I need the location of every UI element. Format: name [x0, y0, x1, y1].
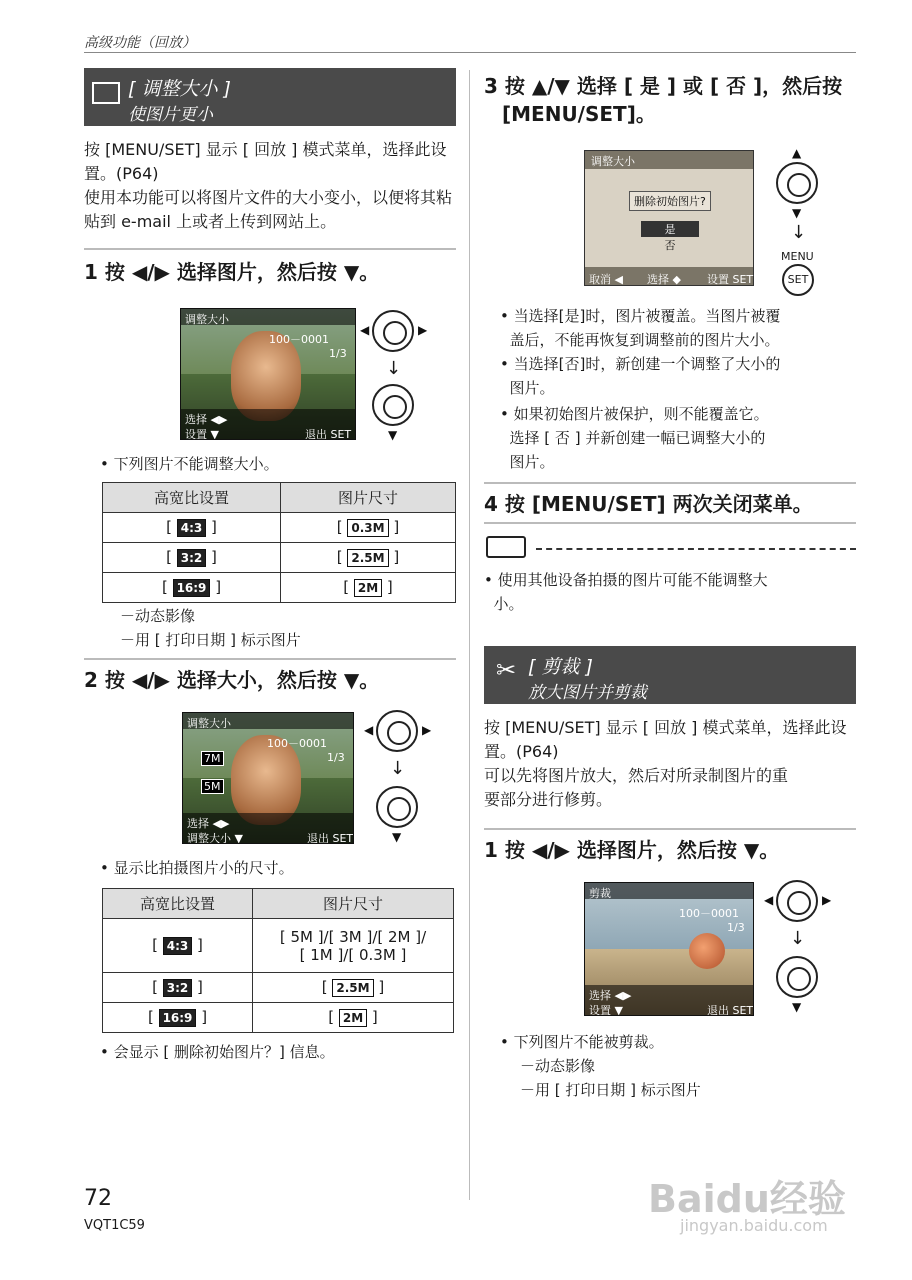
cursor-pad-left-right-icon: [376, 710, 418, 752]
baidu-watermark-logo: Baidu经验: [648, 1177, 846, 1221]
delete-question: 删除初始图片?: [629, 191, 711, 211]
no-option: 否: [664, 239, 676, 252]
table-header: 图片尺寸: [281, 483, 456, 513]
up-arrow-icon: ▲: [792, 146, 802, 160]
resize-section-band: [84, 68, 456, 126]
resize-bullet: • 如果初始图片被保护，则不能覆盖它。: [500, 405, 769, 423]
set-button-icon: SET: [782, 264, 814, 296]
resize-step-3-line-1: 3 按 ▲/▼ 选择 [ 是 ] 或 [ 否 ]，然后按: [484, 74, 843, 98]
table-header: 图片尺寸: [253, 889, 454, 919]
resize-step-2: 2 按 ◀/▶ 选择大小，然后按 ▼。: [84, 668, 380, 692]
screen-title: 调整大小: [187, 717, 231, 730]
screen-count: 1/3: [329, 347, 347, 360]
screen-select: 选择 ◀▶: [185, 413, 228, 426]
column-divider: [469, 70, 470, 1200]
separator: [84, 248, 456, 250]
resize-step-3-line-2: [MENU/SET]。: [502, 102, 656, 126]
resize-bullet: 盖后，不能再恢复到调整前的图片大小。: [500, 331, 780, 349]
down-flow-arrow-icon: ↓: [390, 758, 406, 779]
resize-exception-2: －用 [ 打印日期 ] 标示图片: [120, 631, 301, 649]
screen-file: 100－0001: [679, 907, 739, 920]
resize-icon: [92, 82, 120, 104]
trim-intro-2: 置。(P64): [484, 742, 559, 761]
screen-file: 100－0001: [267, 737, 327, 750]
delete-original-menu-screen: [584, 150, 754, 286]
resize-bullet: 图片。: [500, 453, 555, 471]
trim-note: • 下列图片不能被剪裁。: [500, 1033, 664, 1051]
resize-intro-2: 使用本功能可以将图片文件的大小变小，以便将其粘贴到 e-mail 上或者上传到网站上。: [84, 188, 453, 231]
memo-text-1: • 使用其他设备拍摄的图片可能不能调整大: [484, 571, 768, 589]
baidu-watermark-url: jingyan.baidu.com: [680, 1216, 828, 1235]
left-arrow-icon: ◀: [360, 323, 370, 337]
separator: [484, 482, 856, 484]
table-header: 高宽比设置: [103, 483, 281, 513]
trim-title: [ 剪裁 ]: [528, 656, 593, 678]
menu-select: 选择 ◆: [647, 273, 681, 286]
resize-exception-1: －动态影像: [120, 607, 196, 625]
down-arrow-icon: ▼: [792, 1000, 802, 1014]
table-cell: [ 4:3 ]: [103, 919, 253, 973]
right-arrow-icon: ▶: [822, 893, 832, 907]
size-option-5m: 5M: [201, 779, 224, 794]
separator: [484, 522, 856, 524]
screen-file: 100－0001: [269, 333, 329, 346]
cursor-pad-up-down-icon: [776, 162, 818, 204]
table-cell: [ 5M ]/[ 3M ]/[ 2M ]/ [ 1M ]/[ 0.3M ]: [253, 919, 454, 973]
resize-step-1: 1 按 ◀/▶ 选择图片，然后按 ▼。: [84, 260, 380, 284]
separator: [484, 828, 856, 830]
resize-intro-1: 按 [MENU/SET] 显示 [ 回放 ] 模式菜单，选择此设置。(P64): [84, 140, 447, 183]
menu-cancel: 取消 ◀: [589, 273, 623, 286]
memo-book-icon: [486, 536, 526, 558]
table-cell: [ 4:3 ]: [103, 513, 281, 543]
down-flow-arrow-icon: ↓: [386, 358, 402, 379]
cursor-pad-left-right-icon: [372, 310, 414, 352]
camera-screen-resize-1: [180, 308, 356, 440]
resize-step-4: 4 按 [MENU/SET] 两次关闭菜单。: [484, 492, 813, 516]
table-cell: [ 16:9 ]: [103, 1003, 253, 1033]
trim-exception-1: －动态影像: [520, 1057, 596, 1075]
resize-table-2: [102, 888, 454, 1033]
table-cell: [ 3:2 ]: [103, 543, 281, 573]
resize-bullet: 图片。: [500, 379, 555, 397]
separator: [84, 658, 456, 660]
screen-title: 调整大小: [185, 313, 229, 326]
memo-text-2: 小。: [484, 595, 524, 613]
camera-screen-trim: [584, 882, 754, 1016]
cursor-pad-down-icon: [372, 384, 414, 426]
screen-select: 选择 ◀▶: [589, 989, 632, 1002]
memo-rule: [536, 548, 856, 550]
resize-note-3: • 会显示 [ 删除初始图片？] 信息。: [100, 1043, 335, 1061]
resize-note-1: • 下列图片不能调整大小。: [100, 455, 279, 473]
scissors-icon: ✂: [492, 660, 520, 682]
screen-exit: 退出 SET: [707, 1004, 754, 1016]
down-arrow-icon: ▼: [792, 206, 802, 220]
screen-count: 1/3: [327, 751, 345, 764]
table-cell: [ 2M ]: [253, 1003, 454, 1033]
menu-set: 设置 SET: [707, 273, 754, 286]
screen-select: 选择 ◀▶: [187, 817, 230, 830]
trim-intro-1: 按 [MENU/SET] 显示 [ 回放 ] 模式菜单，选择此设: [484, 718, 847, 737]
screen-set: 设置 ▼: [185, 428, 219, 440]
table-cell: [ 2.5M ]: [281, 543, 456, 573]
yes-option: 是: [641, 221, 699, 237]
table-cell: [ 0.3M ]: [281, 513, 456, 543]
trim-subtitle: 放大图片并剪裁: [528, 683, 647, 703]
menu-label: MENU: [781, 250, 814, 263]
left-arrow-icon: ◀: [364, 723, 374, 737]
resize-bullet: 选择 [ 否 ] 并新创建一幅已调整大小的: [500, 429, 766, 447]
resize-table-1: [102, 482, 456, 603]
table-cell: [ 2M ]: [281, 573, 456, 603]
screen-set: 设置 ▼: [589, 1004, 623, 1016]
table-cell: [ 16:9 ]: [103, 573, 281, 603]
cursor-pad-left-right-icon: [776, 880, 818, 922]
left-arrow-icon: ◀: [764, 893, 774, 907]
table-cell: [ 3:2 ]: [103, 973, 253, 1003]
screen-set: 调整大小 ▼: [187, 832, 243, 844]
down-flow-arrow-icon: ↓: [791, 222, 807, 243]
menu-screen-title: 调整大小: [591, 155, 635, 168]
running-header: 高级功能（回放）: [84, 35, 196, 51]
resize-title: [ 调整大小 ]: [128, 78, 231, 100]
screen-count: 1/3: [727, 921, 745, 934]
right-arrow-icon: ▶: [418, 323, 428, 337]
down-arrow-icon: ▼: [388, 428, 398, 442]
resize-bullet: • 当选择[否]时，新创建一个调整了大小的: [500, 355, 781, 373]
down-flow-arrow-icon: ↓: [790, 928, 806, 949]
trim-section-band: [484, 646, 856, 704]
table-header: 高宽比设置: [103, 889, 253, 919]
screen-exit: 退出 SET: [305, 428, 352, 440]
cursor-pad-down-icon: [376, 786, 418, 828]
resize-subtitle: 使图片更小: [128, 105, 213, 125]
document-code: VQT1C59: [84, 1218, 145, 1233]
screen-title: 剪裁: [589, 887, 611, 900]
trim-exception-2: －用 [ 打印日期 ] 标示图片: [520, 1081, 701, 1099]
table-cell: [ 2.5M ]: [253, 973, 454, 1003]
right-arrow-icon: ▶: [422, 723, 432, 737]
resize-note-2: • 显示比拍摄图片小的尺寸。: [100, 859, 294, 877]
cursor-pad-down-icon: [776, 956, 818, 998]
camera-screen-resize-2: [182, 712, 354, 844]
trim-step-1: 1 按 ◀/▶ 选择图片，然后按 ▼。: [484, 838, 780, 862]
header-rule: [84, 52, 856, 53]
size-option-7m: 7M: [201, 751, 224, 766]
trim-intro-4: 要部分进行修剪。: [484, 790, 613, 809]
down-arrow-icon: ▼: [392, 830, 402, 844]
screen-exit: 退出 SET: [307, 832, 354, 844]
page-number: 72: [84, 1186, 112, 1211]
trim-intro-3: 可以先将图片放大，然后对所录制图片的重: [484, 766, 789, 785]
resize-bullet: • 当选择[是]时，图片被覆盖。当图片被覆: [500, 307, 781, 325]
